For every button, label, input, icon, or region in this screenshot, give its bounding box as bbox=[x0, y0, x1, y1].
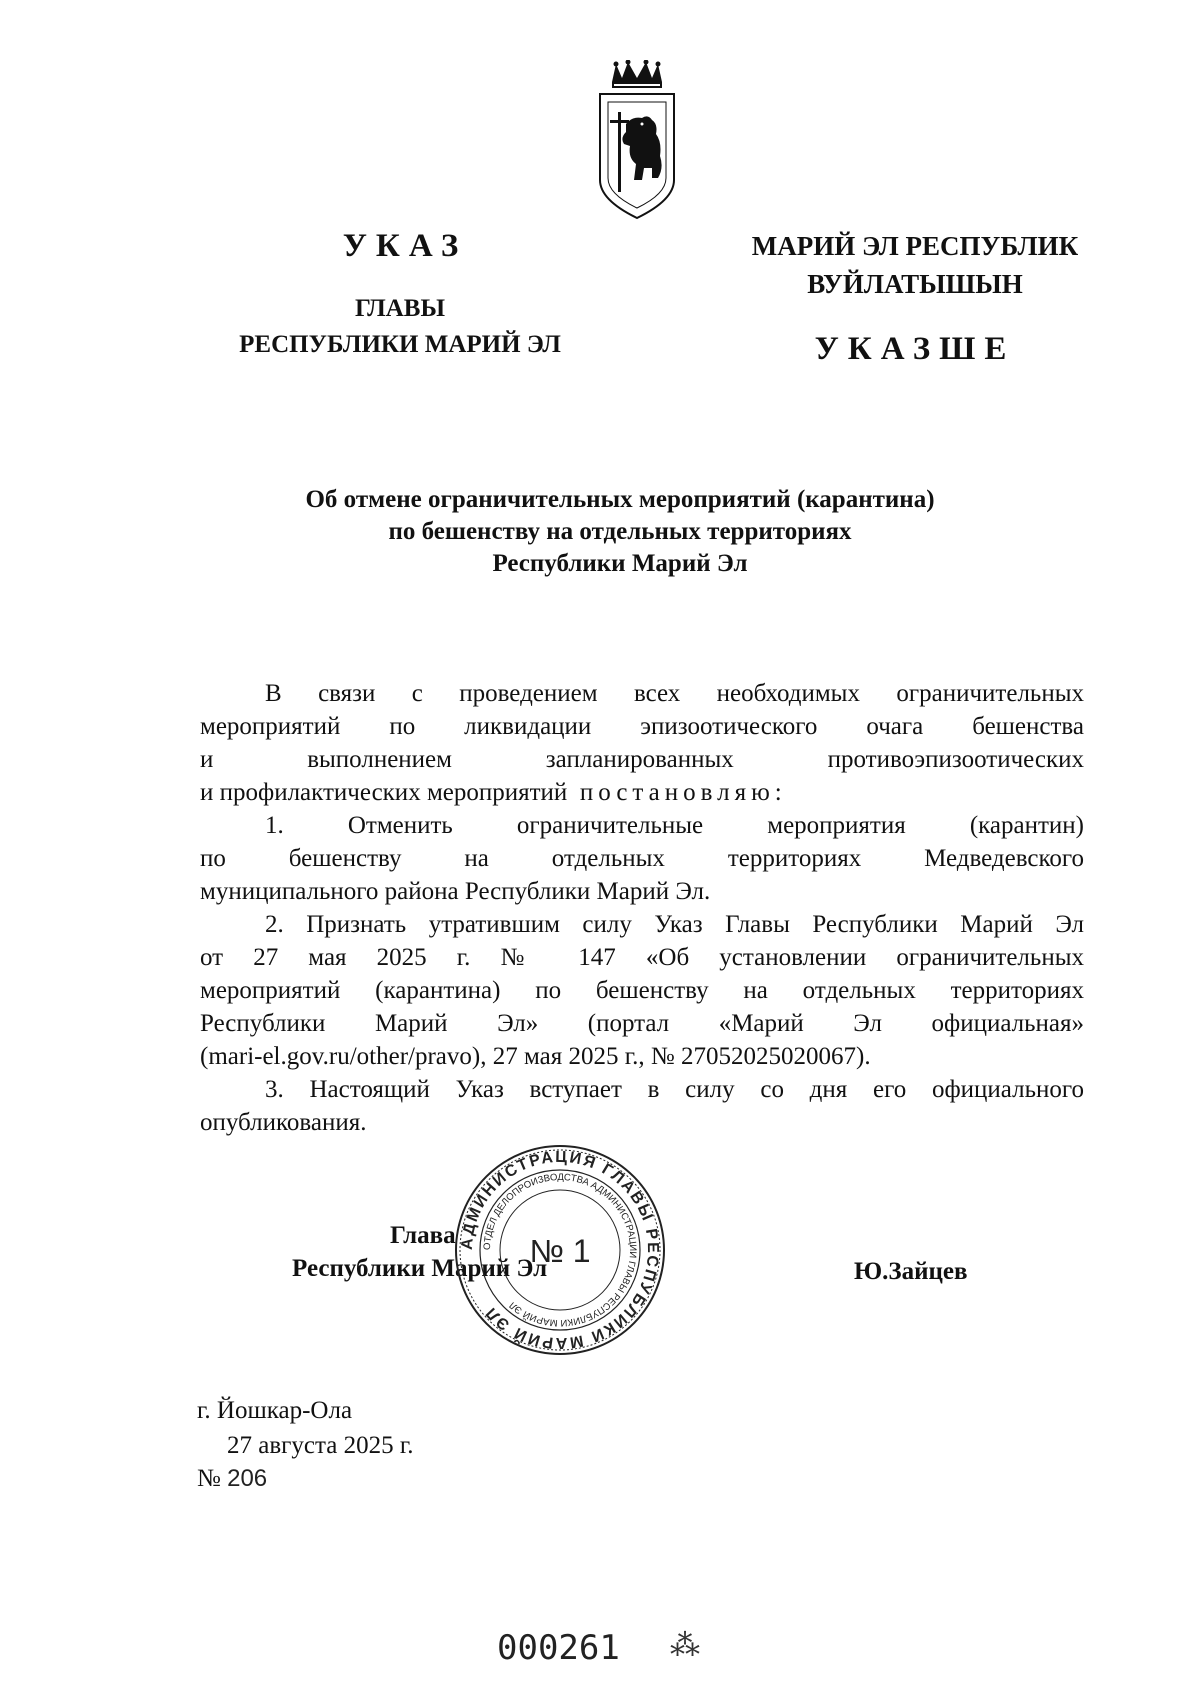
signatory-position-line1: Глава bbox=[390, 1222, 456, 1249]
decree-number bbox=[197, 1465, 267, 1493]
item3-line2: опубликования. bbox=[200, 1109, 367, 1136]
item2-line3: мероприятий (карантина) по бешенству на отдельных территориях bbox=[200, 977, 1084, 1004]
stamp-inner-text: ОТДЕЛ ДЕЛОПРОИЗВОДСТВА АДМИНИСТРАЦИИ ГЛАВЫ РЕСПУБЛИКИ МАРИЙ ЭЛ bbox=[481, 1171, 639, 1329]
issuer-line1-ru: ГЛАВЫ bbox=[354, 295, 446, 322]
decree-title-mari: УКАЗШЕ bbox=[814, 331, 1016, 367]
issuer-line1-mari: МАРИЙ ЭЛ РЕСПУБЛИК bbox=[751, 231, 1079, 261]
item2-line1: 2. Признать утратившим силу Указ Главы Республики Марий Эл bbox=[265, 911, 1084, 938]
signatory-position-line2: Республики Марий Эл bbox=[292, 1255, 548, 1282]
item2-line2: от 27 мая 2025 г. № 147 «Об установлении ограничительных bbox=[200, 944, 1084, 971]
decree-number-value: 206 bbox=[227, 1465, 268, 1492]
resolution-word: постановляю: bbox=[579, 779, 787, 806]
form-serial-number: 000261 bbox=[497, 1628, 620, 1668]
preamble-line4-text: и профилактических мероприятий bbox=[200, 779, 568, 806]
preamble-line1: В связи с проведением всех необходимых ограничительных bbox=[265, 680, 1084, 707]
item1-line2: по бешенству на отдельных территориях Медведевского bbox=[200, 845, 1084, 872]
stamp-outer-text: АДМИНИСТРАЦИЯ ГЛАВЫ РЕСПУБЛИКИ МАРИЙ ЭЛ bbox=[458, 1148, 662, 1352]
document-title-line1: Об отмене ограничительных мероприятий (карантина) bbox=[305, 486, 935, 513]
coat-of-arms-icon bbox=[592, 60, 682, 230]
item2-line4: Республики Марий Эл» (портал «Марий Эл официальная» bbox=[200, 1010, 1084, 1037]
document-title-line2: по бешенству на отдельных территориях bbox=[388, 518, 852, 545]
issuer-line2-mari: ВУЙЛАТЫШЫН bbox=[807, 269, 1023, 299]
item3-line1: 3. Настоящий Указ вступает в силу со дня его официального bbox=[265, 1076, 1084, 1103]
item1-line3: муниципального района Республики Марий Эл. bbox=[200, 878, 711, 905]
place-of-signing: г. Йошкар-Ола bbox=[197, 1397, 353, 1424]
preamble-line2: мероприятий по ликвидации эпизоотического очага бешенства bbox=[200, 713, 1084, 740]
item1-line1: 1. Отменить ограничительные мероприятия (карантин) bbox=[265, 812, 1084, 839]
signatory-name: Ю.Зайцев bbox=[854, 1258, 968, 1285]
serial-ornament: ⁂ bbox=[670, 1629, 700, 1662]
document-title-line3: Республики Марий Эл bbox=[492, 550, 748, 577]
item2-line5: (mari-el.gov.ru/other/pravo), 27 мая 2025 г., № 27052025020067). bbox=[200, 1043, 871, 1070]
preamble-line4 bbox=[200, 776, 1084, 809]
decree-title-ru: УКАЗ bbox=[342, 228, 468, 264]
document-title bbox=[230, 484, 1010, 580]
decree-number-label: № bbox=[197, 1465, 221, 1492]
date-of-signing: 27 августа 2025 г. bbox=[227, 1432, 414, 1459]
document-body bbox=[200, 677, 1084, 1139]
issuer-line2-ru: РЕСПУБЛИКИ МАРИЙ ЭЛ bbox=[239, 331, 561, 358]
preamble-line3: и выполнением запланированных противоэпизоотических bbox=[200, 746, 1084, 773]
official-stamp-icon bbox=[450, 1140, 670, 1360]
stamp-number: № 1 bbox=[529, 1233, 591, 1269]
